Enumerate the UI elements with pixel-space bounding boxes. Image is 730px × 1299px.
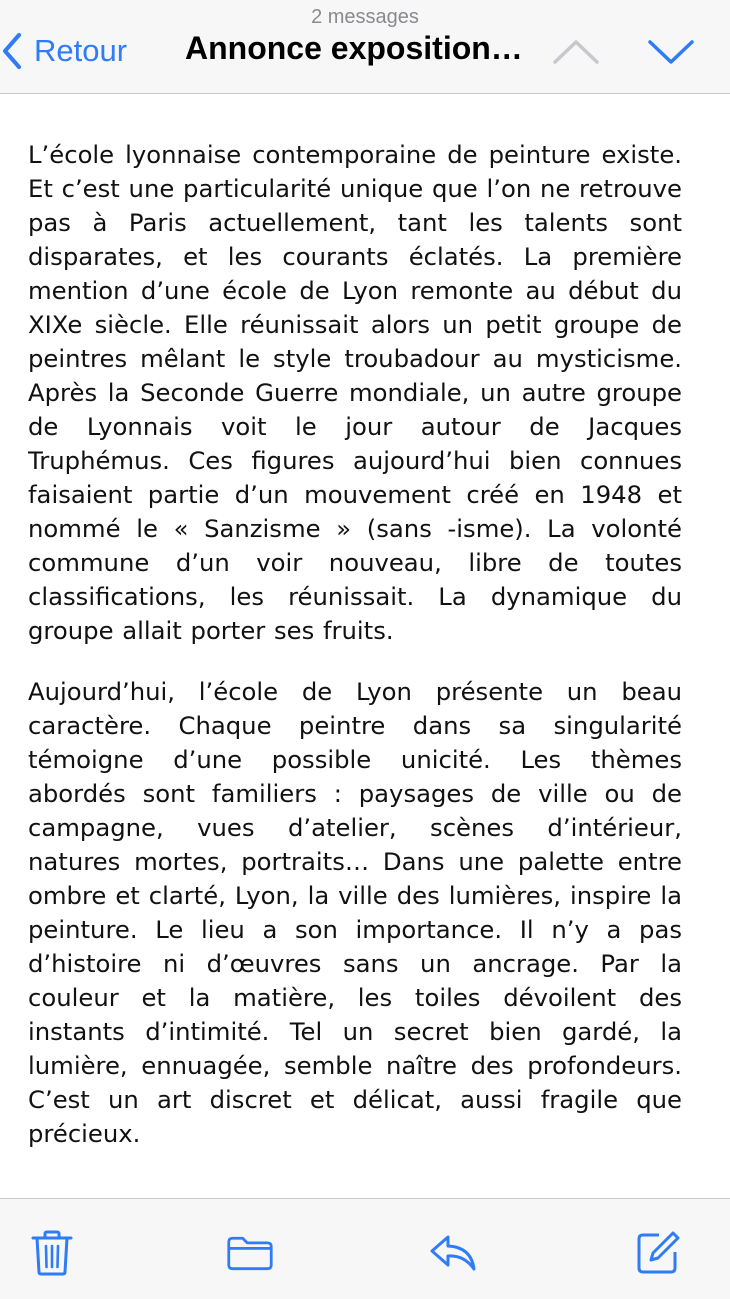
move-to-folder-button[interactable] (226, 1229, 274, 1277)
bottom-toolbar (0, 1198, 730, 1299)
message-body[interactable] (28, 94, 682, 1198)
clipped-previous-line (28, 94, 682, 108)
compose-button[interactable] (634, 1229, 682, 1277)
next-message-button[interactable] (646, 34, 696, 68)
chevron-up-icon (551, 34, 601, 68)
message-subject-title: Annonce exposition… (185, 30, 523, 66)
body-paragraph: Aujourd’hui, l’école de Lyon présente un beau caractère. Chaque peintre dans sa singularité témoigne d’une possible unicité. Les thèmes abordés sont familiers : paysages de ville ou de campagne, vues d’atelier, scènes d’intérieur, natures mortes, portraits… Dans une palette entre ombre et clarté, Lyon, la ville des lumières, inspire la peinture. Le lieu a son importance. Il n’y a pas d’histoire ni d’œuvres sans un ancrage. Par la couleur et la matière, les toiles dévoilent des instants d’intimité. Tel un secret bien gardé, la lumière, ennuagée, semble naître des profondeurs. C’est un art discret et délicat, aussi fragile que précieux. (28, 677, 682, 1148)
previous-message-button[interactable] (551, 34, 601, 68)
reply-button[interactable] (429, 1229, 477, 1277)
navigation-bar (0, 0, 730, 94)
chevron-left-icon (2, 32, 22, 70)
delete-button[interactable] (28, 1229, 76, 1277)
reply-icon (429, 1233, 477, 1273)
back-button-label: Retour (34, 33, 128, 68)
body-paragraph: L’école lyonnaise contemporaine de peinture existe. Et c’est une particularité unique que l’on ne retrouve pas à Paris actuellement, tant les talents sont disparates, et les courants éclatés. La première mention d’une école de Lyon remonte au début du XIXe siècle. Elle réunissait alors un petit groupe de peintres mêlant le style troubadour au mysticisme. Après la Seconde Guerre mondiale, un autre groupe de Lyonnais voit le jour autour de Jacques Truphémus. Ces figures aujourd’hui bien connues faisaient partie d’un mouvement créé en 1948 et nommé le « Sanzisme » (sans -isme). La volonté commune d’un voir nouveau, libre de toutes classifications, les réunissait. La dynamique du groupe allait porter ses fruits. (28, 140, 682, 645)
compose-icon (635, 1230, 681, 1276)
trash-icon (30, 1229, 74, 1277)
chevron-down-icon (646, 34, 696, 68)
back-button[interactable] (0, 28, 127, 74)
message-count: 2 messages (311, 6, 419, 28)
folder-icon (226, 1233, 274, 1273)
